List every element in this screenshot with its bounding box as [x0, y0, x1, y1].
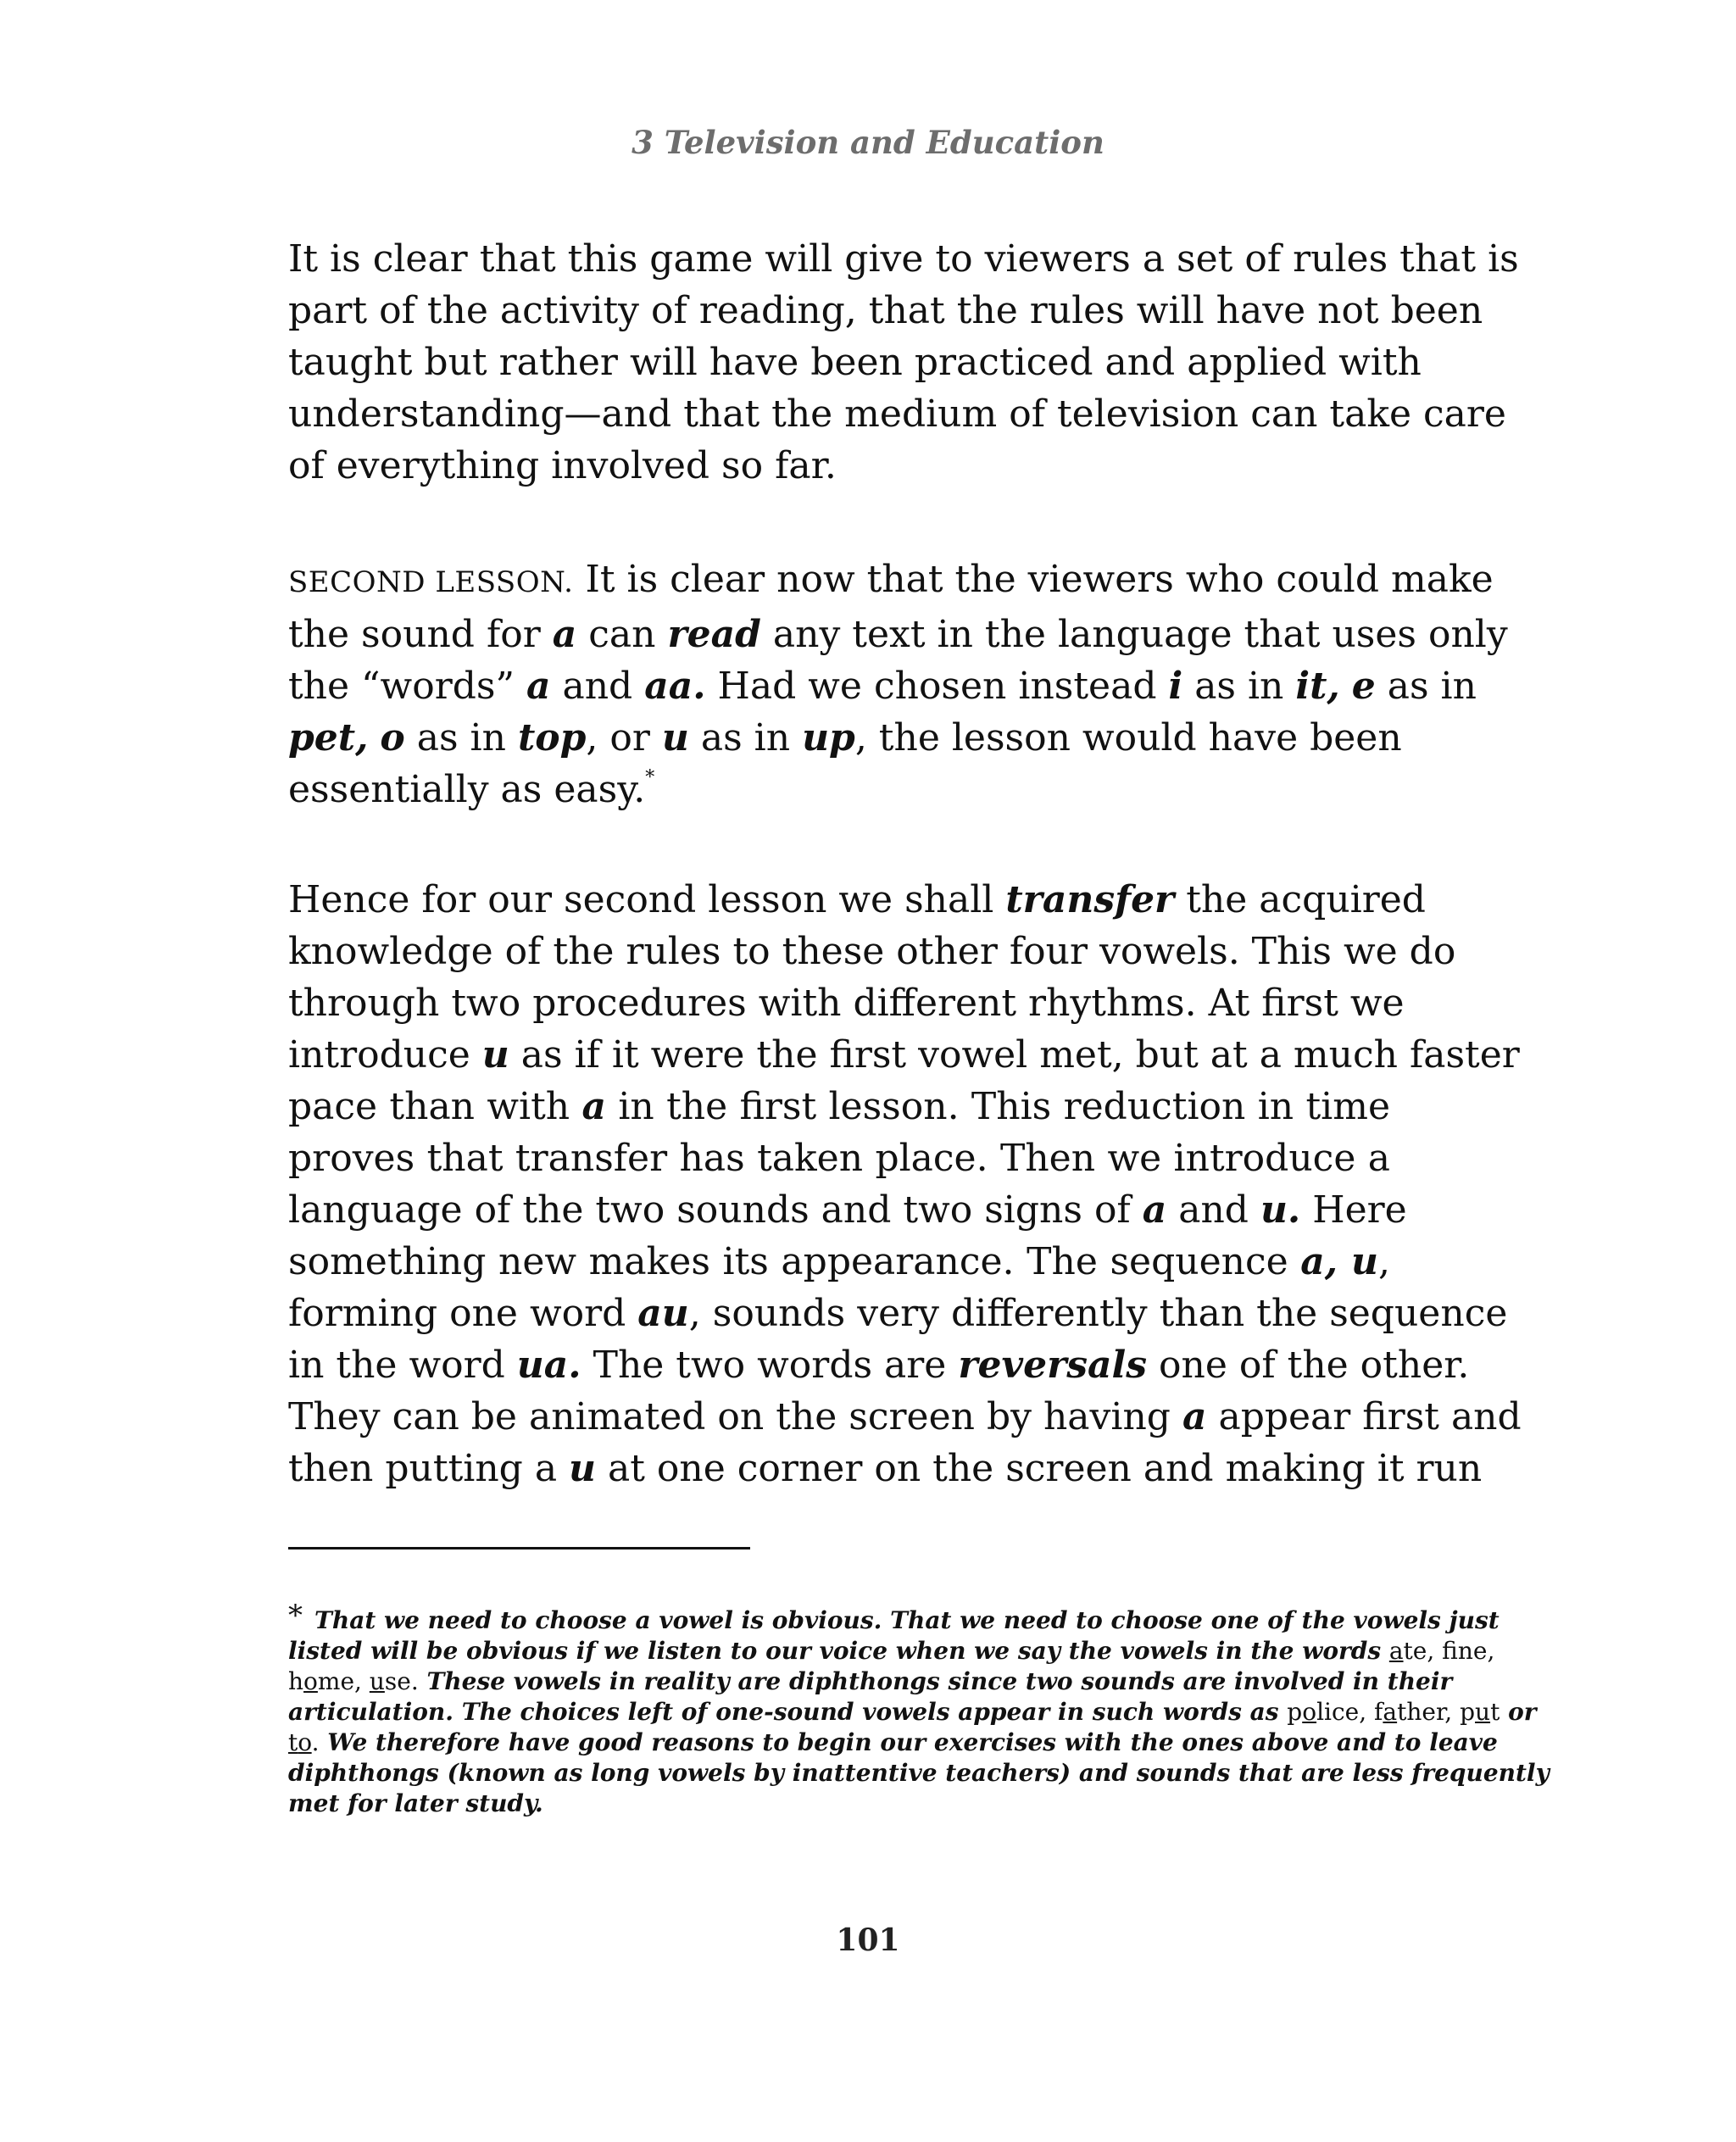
- footnote-line: [288, 1636, 1495, 1666]
- page-number: 101: [836, 1922, 900, 1958]
- text-run: ther,: [1397, 1698, 1461, 1726]
- text-run: , or: [586, 716, 662, 759]
- text-run: articulation. The choices left of one-sound vowels appear in such words as: [288, 1698, 1288, 1726]
- emphasis: a: [526, 665, 551, 708]
- footnote-line: [288, 1666, 1453, 1697]
- text-run: and: [1166, 1188, 1260, 1232]
- text-run: te,: [1403, 1637, 1443, 1665]
- text-run: [1340, 665, 1352, 708]
- text-run: These vowels in reality are diphthongs since two sounds are involved in their: [418, 1667, 1453, 1695]
- text-run: can: [576, 613, 668, 656]
- footnote-line: [288, 1697, 1537, 1728]
- text-line: [288, 764, 1390, 815]
- emphasis: au: [637, 1292, 689, 1335]
- text-run: , the lesson would have been: [854, 716, 1402, 759]
- text-run: , sounds very differently than the sequence: [688, 1292, 1508, 1335]
- text-run: or: [1500, 1698, 1537, 1726]
- text-run: [368, 716, 380, 759]
- text-run: .: [311, 1728, 320, 1756]
- text-run: at one corner on the screen and making it run: [596, 1447, 1483, 1490]
- text-run: They can be animated on the screen by having: [288, 1395, 1182, 1438]
- footnote-line: [288, 1728, 1498, 1758]
- text-line: through two procedures with different rhythms. At first we: [288, 982, 1405, 1025]
- text-run: introduce: [288, 1033, 482, 1077]
- text-run: as if it were the first vowel met, but at a much faster: [509, 1033, 1520, 1077]
- text-run: and: [550, 665, 645, 708]
- emphasis: transfer: [1005, 878, 1175, 921]
- running-head: 3 Television and Education: [632, 124, 1104, 161]
- text-line: proves that transfer has taken place. Then we introduce a: [288, 1137, 1390, 1180]
- text-run: It is clear now that the viewers who could make: [573, 558, 1494, 601]
- underlined-letter: u: [369, 1667, 385, 1695]
- text-run: the “words”: [288, 665, 526, 708]
- text-run: the sound for: [288, 613, 553, 656]
- emphasis: aa.: [644, 665, 706, 708]
- text-run: f: [1442, 1637, 1458, 1665]
- text-run: as in: [404, 716, 518, 759]
- text-run: the acquired: [1174, 878, 1426, 921]
- emphasis: a, u: [1300, 1240, 1378, 1283]
- text-run: h: [288, 1667, 304, 1695]
- text-line: knowledge of the rules to these other four vowels. This we do: [288, 930, 1456, 973]
- footnote-line: [288, 1758, 1550, 1789]
- text-run: Here: [1300, 1188, 1407, 1232]
- emphasis: a: [581, 1085, 606, 1128]
- text-line: taught but rather will have been practiced and applied with: [288, 341, 1422, 384]
- emphasis: e: [1351, 665, 1376, 708]
- emphasis: u.: [1260, 1188, 1301, 1232]
- text-run: diphthongs (known as long vowels by inattentive teachers) and sounds that are less frequently: [288, 1759, 1550, 1787]
- text-run: f: [1374, 1698, 1383, 1726]
- emphasis: read: [667, 613, 761, 656]
- text-run: any text in the language that uses only: [760, 613, 1508, 656]
- text-run: se.: [384, 1667, 419, 1695]
- text-run: appear first and: [1206, 1395, 1522, 1438]
- paragraph-3: [288, 874, 1522, 1494]
- text-run: That we need to choose a vowel is obvious. That we need to choose one of the vowels just: [314, 1606, 1500, 1634]
- text-line: understanding—and that the medium of television can take care: [288, 392, 1506, 436]
- text-line: [288, 1236, 1390, 1288]
- text-run: in the first lesson. This reduction in time: [605, 1085, 1391, 1128]
- text-run: lice,: [1316, 1698, 1375, 1726]
- text-line: It is clear that this game will give to viewers a set of rules that is: [288, 237, 1519, 281]
- text-line: [288, 712, 1402, 764]
- text-line: [288, 1081, 1390, 1132]
- text-line: [288, 609, 1508, 660]
- emphasis: pet,: [288, 716, 369, 759]
- text-line: [288, 1339, 1470, 1391]
- emphasis: up: [802, 716, 855, 759]
- underlined-letter: u: [1475, 1698, 1491, 1726]
- text-run: something new makes its appearance. The sequence: [288, 1240, 1301, 1283]
- footnote-marker: *: [288, 1599, 303, 1633]
- text-line: [288, 1391, 1522, 1443]
- text-line: [288, 1443, 1483, 1494]
- text-run: ,: [1377, 1240, 1390, 1283]
- text-run: met for later study.: [288, 1789, 543, 1817]
- text-run: pace than with: [288, 1085, 582, 1128]
- underlined-letter: o: [1302, 1698, 1317, 1726]
- footnote-divider: [288, 1547, 750, 1549]
- text-run: Had we chosen instead: [705, 665, 1169, 708]
- underlined-letter: t: [288, 1728, 298, 1756]
- text-run: listed will be obvious if we listen to our voice when we say the vowels in the words: [288, 1637, 1389, 1665]
- text-line: [288, 554, 1494, 609]
- text-line: of everything involved so far.: [288, 444, 837, 487]
- emphasis: o: [380, 716, 405, 759]
- section-lead-in: SECOND LESSON.: [288, 565, 574, 599]
- text-line: [288, 1184, 1407, 1236]
- emphasis: u: [481, 1033, 509, 1077]
- text-run: essentially as easy.: [288, 768, 646, 811]
- footnote: [288, 1599, 1550, 1819]
- emphasis: a: [552, 613, 577, 656]
- text-line: part of the activity of reading, that the rules will have not been: [288, 289, 1483, 332]
- text-run: ne,: [1457, 1637, 1495, 1665]
- text-run: p: [1287, 1698, 1303, 1726]
- emphasis: reversals: [958, 1344, 1148, 1387]
- text-line: [288, 874, 1426, 926]
- emphasis: a: [1142, 1188, 1167, 1232]
- footnote-reference[interactable]: *: [645, 767, 655, 788]
- text-line: [288, 660, 1477, 712]
- emphasis: u: [661, 716, 689, 759]
- underlined-letter: a: [1388, 1637, 1404, 1665]
- text-line: [288, 1288, 1508, 1339]
- text-run: forming one word: [288, 1292, 638, 1335]
- text-run: in the word: [288, 1344, 517, 1387]
- text-run: me,: [317, 1667, 370, 1695]
- underlined-letter: a: [1383, 1698, 1398, 1726]
- emphasis: i: [1168, 665, 1183, 708]
- emphasis: top: [517, 716, 587, 759]
- text-run: as in: [1375, 665, 1477, 708]
- emphasis: u: [569, 1447, 597, 1490]
- text-run: p: [1460, 1698, 1476, 1726]
- footnote-line: [288, 1599, 1500, 1636]
- text-run: then putting a: [288, 1447, 570, 1490]
- underlined-letter: o: [303, 1667, 318, 1695]
- text-run: as in: [1182, 665, 1296, 708]
- text-run: one of the other.: [1147, 1344, 1470, 1387]
- text-run: The two words are: [581, 1344, 959, 1387]
- text-run: as in: [688, 716, 803, 759]
- underlined-letter: o: [298, 1728, 312, 1756]
- text-run: language of the two sounds and two signs of: [288, 1188, 1143, 1232]
- paragraph-2: [288, 554, 1508, 815]
- emphasis: a: [1182, 1395, 1207, 1438]
- emphasis: ua.: [516, 1344, 581, 1387]
- text-run: We therefore have good reasons to begin our exercises with the ones above and to leave: [319, 1728, 1498, 1756]
- text-run: t: [1490, 1698, 1500, 1726]
- emphasis: it,: [1295, 665, 1340, 708]
- text-line: [288, 1029, 1520, 1081]
- footnote-line: [288, 1789, 1390, 1819]
- paragraph-1: [288, 233, 1519, 492]
- text-run: Hence for our second lesson we shall: [288, 878, 1006, 921]
